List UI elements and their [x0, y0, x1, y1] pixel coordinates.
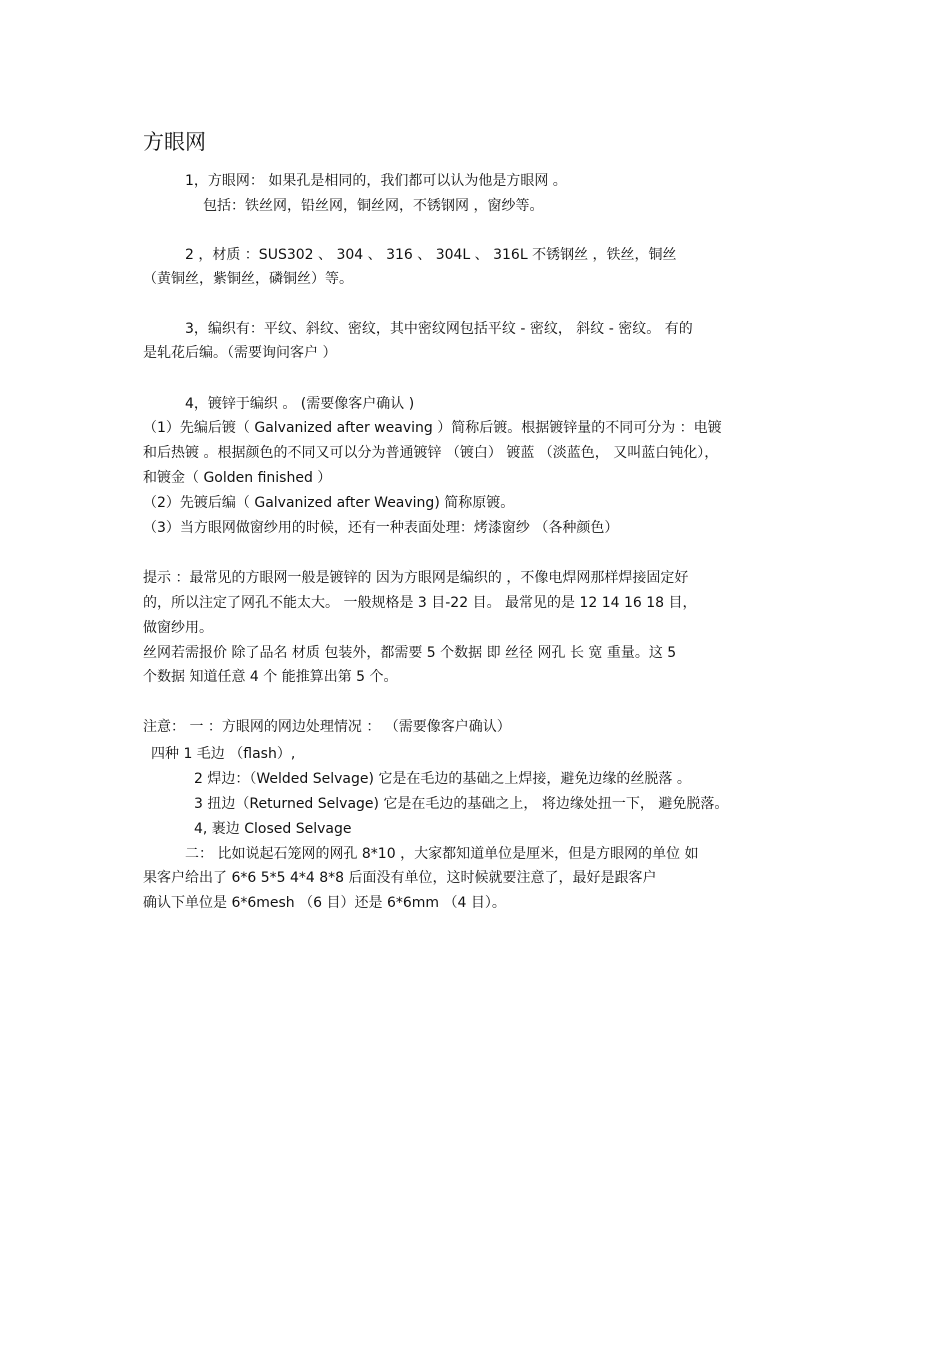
page-title: 方眼网 [143, 130, 206, 154]
text-line: 个数据 知道任意 4 个 能推算出第 5 个。 [143, 669, 398, 685]
text-line: 注意： 一 ：方眼网的网边处理情况 ： （需要像客户确认） [143, 719, 511, 735]
text-line: 3，编织有：平纹、斜纹、密纹，其中密纹网包括平纹 - 密纹， 斜纹 - 密纹。 有的 [185, 321, 693, 337]
text-line: 2 焊边：（Welded Selvage) 它是在毛边的基础之上焊接，避免边缘的丝脱落 。 [194, 771, 691, 787]
text-line: 是轧花后编。（需要询问客户 ） [143, 345, 337, 361]
text-line: 做窗纱用。 [143, 620, 213, 636]
text-line: 包括：铁丝网，铅丝网，铜丝网，不锈钢网 ，窗纱等。 [203, 198, 544, 214]
text-line: 2 ，材质 ：SUS302 、 304 、 316 、 304L 、 316L 不锈钢丝 ，铁丝，铜丝 [185, 247, 677, 263]
text-line: 和后热镀 。根据颜色的不同又可以分为普通镀锌 （镀白） 镀蓝 （淡蓝色， 又叫蓝白钝化）， [143, 445, 719, 461]
text-line: （3）当方眼网做窗纱用的时候，还有一种表面处理：烤漆窗纱 （各种颜色） [143, 520, 619, 536]
text-line: 的，所以注定了网孔不能太大。 一般规格是 3 目-22 目。 最常见的是 12 14 16 18 目， [143, 595, 697, 611]
text-line: 3 扭边（Returned Selvage) 它是在毛边的基础之上， 将边缘处扭一下， 避免脱落。 [194, 796, 729, 812]
text-line: 1，方眼网： 如果孔是相同的，我们都可以认为他是方眼网 。 [185, 173, 567, 189]
text-line: 丝网若需报价 除了品名 材质 包装外，都需要 5 个数据 即 丝径 网孔 长 宽 重量。这 5 [143, 645, 677, 661]
text-line: 4, 裹边 Closed Selvage [194, 821, 352, 837]
text-line: 确认下单位是 6*6mesh （6 目）还是 6*6mm （4 目）。 [143, 895, 506, 911]
text-line: 二： 比如说起石笼网的网孔 8*10 ，大家都知道单位是厘米，但是方眼网的单位 如 [185, 846, 699, 862]
text-line: （2）先镀后编（ Galvanized after Weaving) 简称原镀。 [143, 495, 515, 511]
text-line: 和镀金（ Golden finished ） [143, 470, 332, 486]
text-line: 四种 1 毛边 （flash）, [151, 746, 296, 762]
text-line: （黄铜丝，紫铜丝，磷铜丝）等。 [143, 271, 353, 287]
text-line: 提示 ：最常见的方眼网一般是镀锌的 因为方眼网是编织的 ，不像电焊网那样焊接固定好 [143, 570, 689, 586]
text-line: 4，镀锌于编织 。 (需要像客户确认 ) [185, 396, 415, 412]
text-line: 果客户给出了 6*6 5*5 4*4 8*8 后面没有单位，这时候就要注意了，最好是跟客户 [143, 870, 657, 886]
text-line: （1）先编后镀（ Galvanized after weaving ）简称后镀。根据镀锌量的不同可分为 ：电镀 [143, 420, 722, 436]
